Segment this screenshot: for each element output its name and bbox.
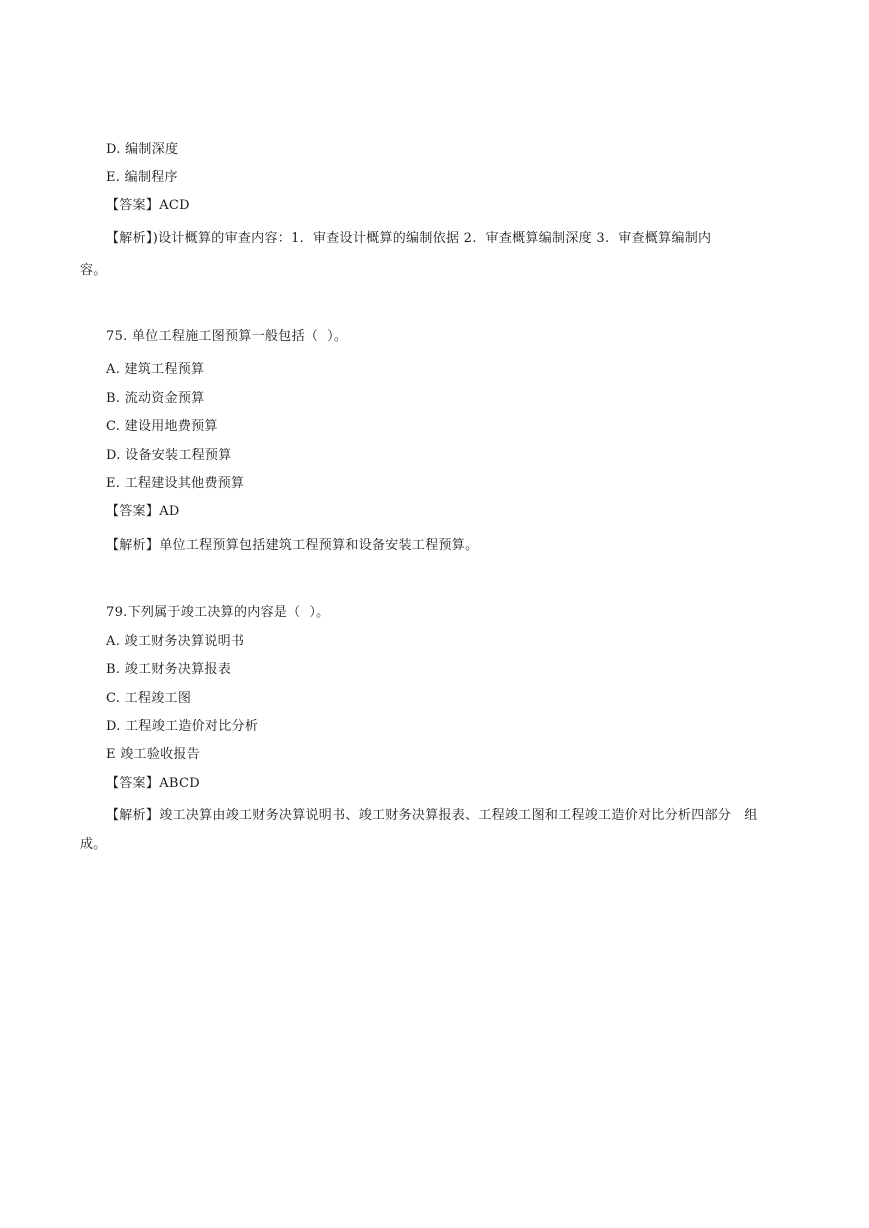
q79-option-d: D. 工程竣工造价对比分析 <box>106 719 259 734</box>
q79-answer: 【答案】ABCD <box>106 776 200 791</box>
answer: 【答案】ACD <box>106 198 190 213</box>
q75-option-c: C. 建设用地费预算 <box>106 419 218 434</box>
q75-option-e: E. 工程建设其他费预算 <box>106 476 245 491</box>
question-75: 75. 单位工程施工图预算一般包括（ ）。 <box>106 329 348 344</box>
q75-answer: 【答案】AD <box>106 504 180 519</box>
q79-explanation-line-2: 成。 <box>80 837 107 852</box>
q79-option-c: C. 工程竣工图 <box>106 691 192 706</box>
question-79: 79.下列属于竣工决算的内容是（ ）。 <box>106 605 330 620</box>
q75-explanation: 【解析】单位工程预算包括建筑工程预算和设备安装工程预算。 <box>106 538 479 553</box>
option-d: D. 编制深度 <box>106 142 179 157</box>
q79-option-b: B. 竣工财务决算报表 <box>106 662 232 677</box>
q79-option-e: E 竣工验收报告 <box>106 747 201 762</box>
q75-option-d: D. 设备安装工程预算 <box>106 448 232 463</box>
explanation-line-2: 容。 <box>80 263 107 278</box>
option-e: E. 编制程序 <box>106 170 178 185</box>
q79-explanation-line-1: 【解析】竣工决算由竣工财务决算说明书、竣工财务决算报表、工程竣工图和工程竣工造价对比分析四部分 组 <box>106 808 758 823</box>
q75-option-b: B. 流动资金预算 <box>106 391 205 406</box>
q79-option-a: A. 竣工财务决算说明书 <box>106 634 245 649</box>
q75-option-a: A. 建筑工程预算 <box>106 362 205 377</box>
explanation-line-1: 【解析】)设计概算的审查内容：1. 审查设计概算的编制依据 2. 审查概算编制深度 3. 审查概算编制内 <box>106 231 712 246</box>
